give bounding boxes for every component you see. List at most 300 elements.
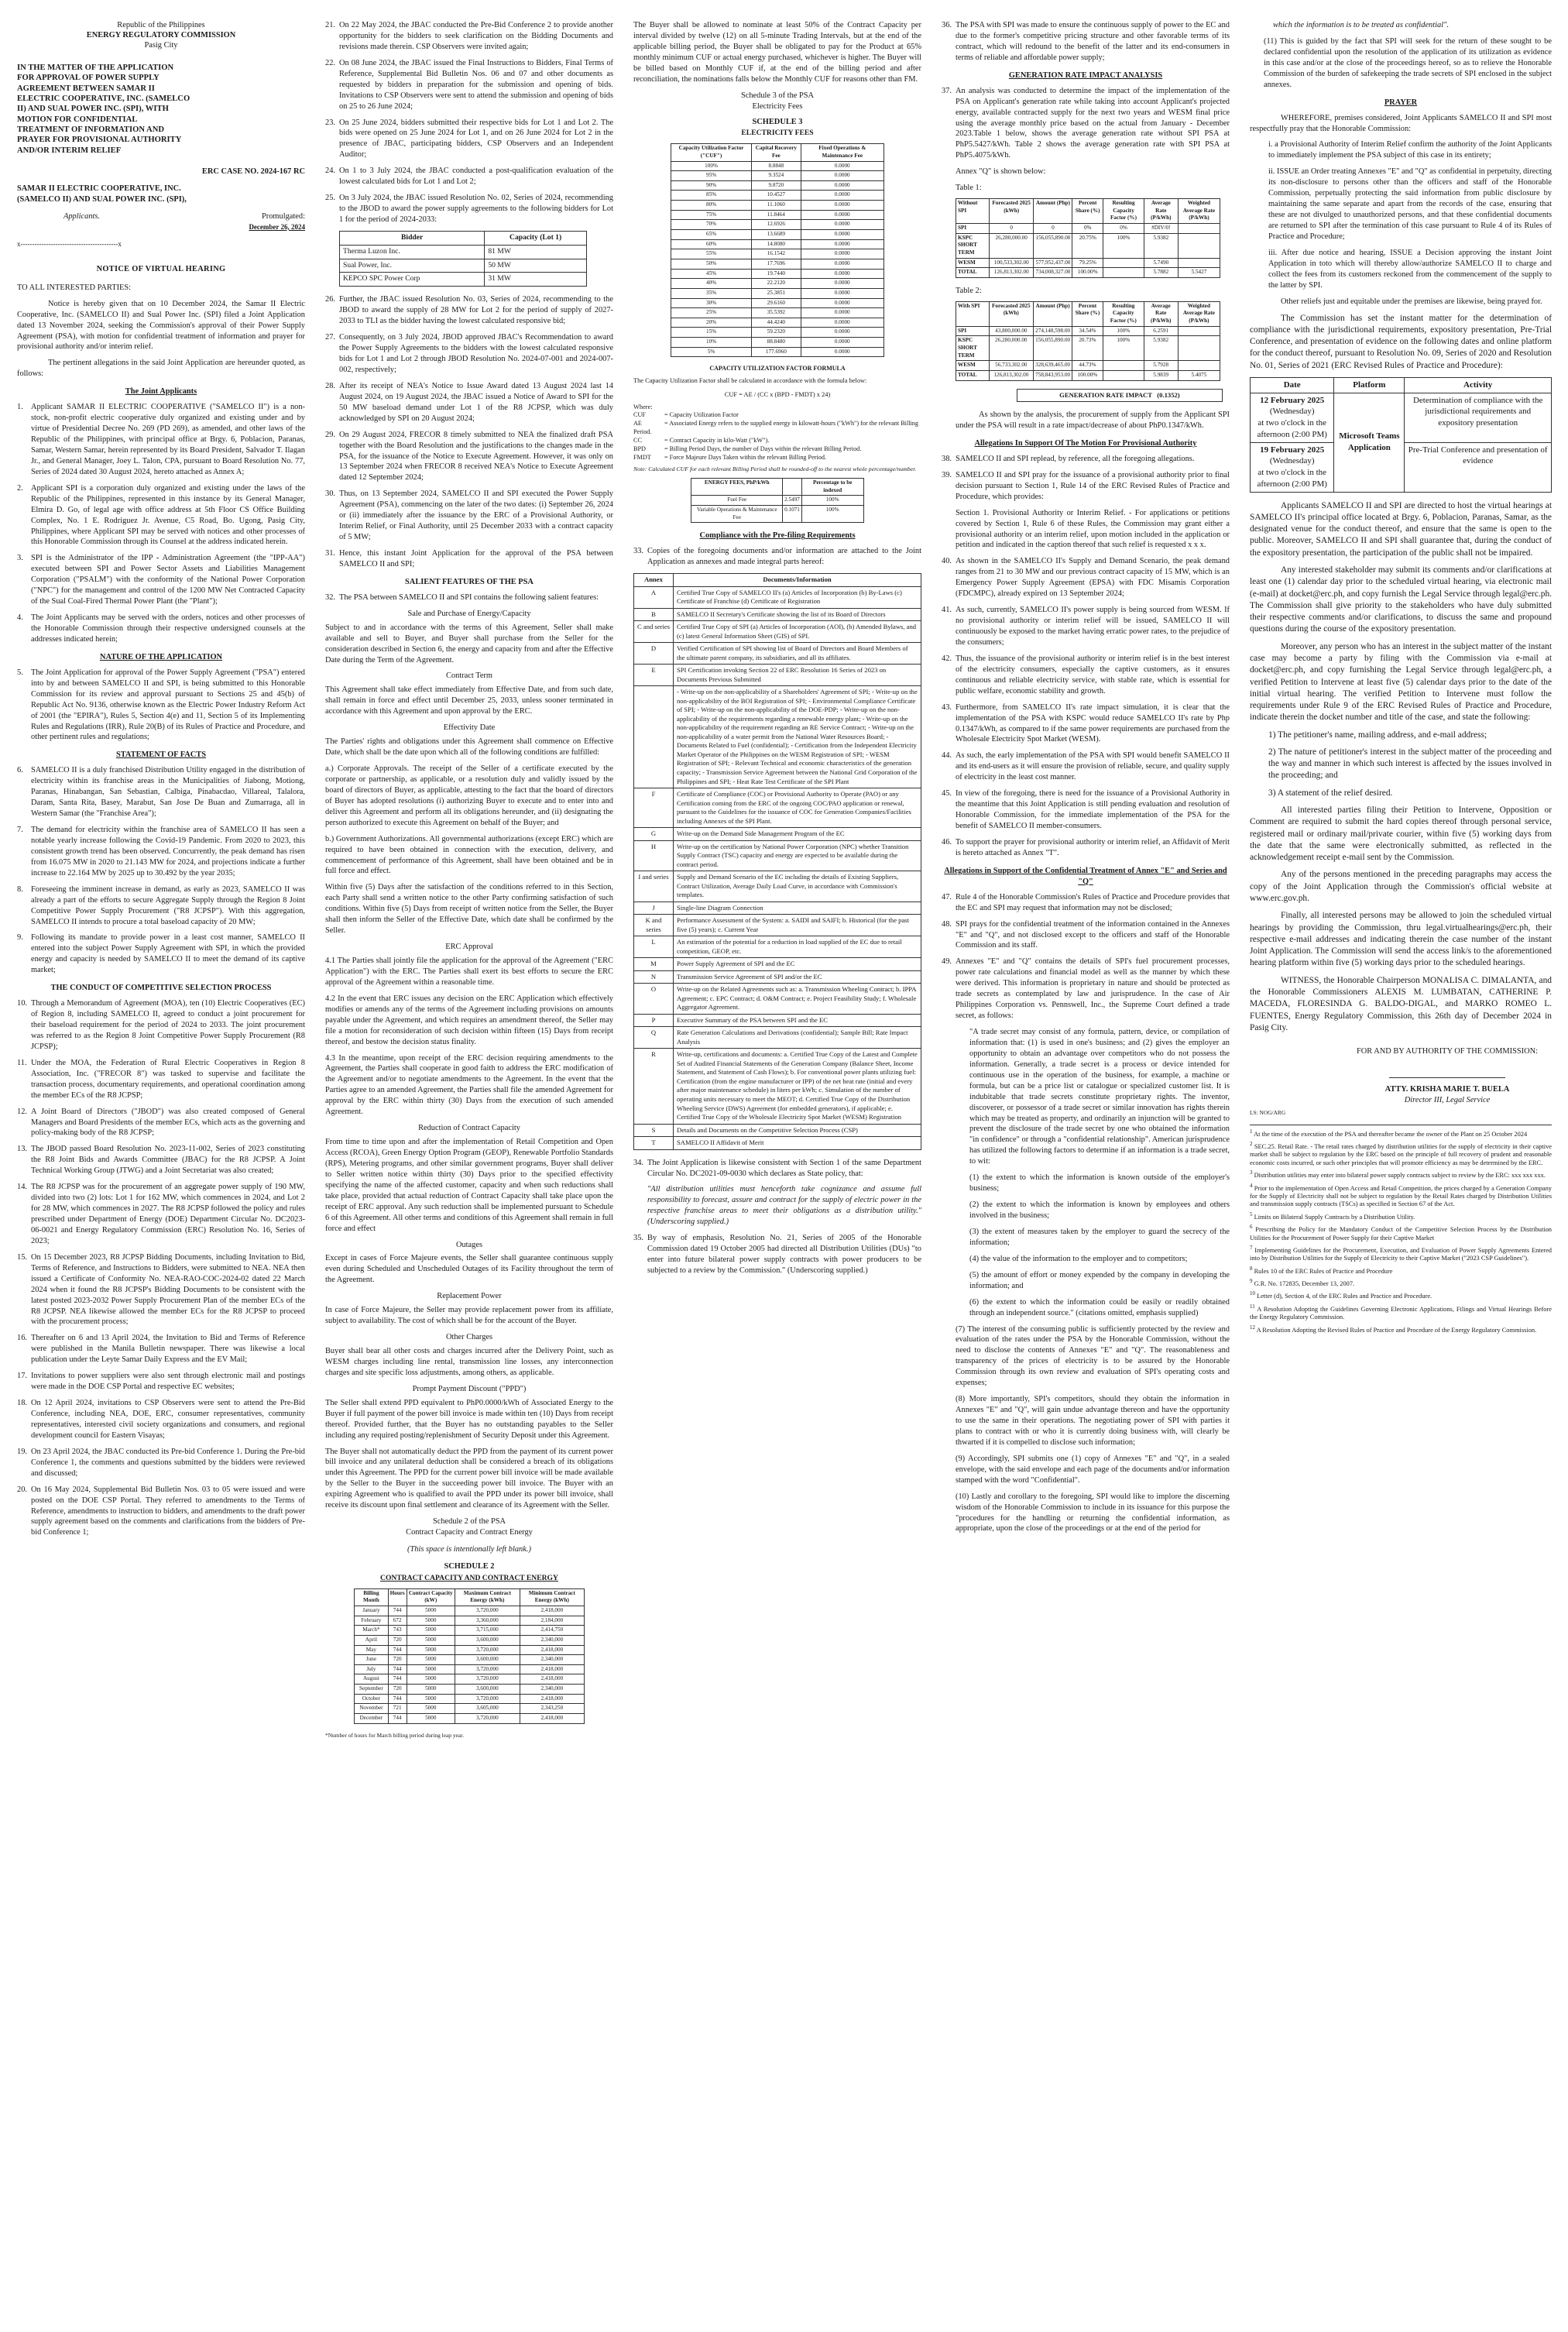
table-cell: 0.0000: [801, 308, 884, 318]
footnote: $^2$ SEC.25. Retail Rate. - The retail rates charged by distribution utilities for the supply of electricity in their captive market shall be subject to regulation by the ERC based on the principle of full recovery of prudent and reasonable economic costs incurred, or such other principles that will promote efficiency as may be determined by the ERC.: [1250, 1141, 1552, 1166]
table-row: [634, 608, 921, 621]
erc-approval-2: 4.2 In the event that ERC issues any decision on the ERC Application which effectively modifies or amends any of the terms of the Agreement including provisions on amounts payable under the Agreement, and which requires an amendment thereof, the Seller may file a motion for reconsideration of such decision within fifteen (15) Days from receipt thereof, and bestow the decision status finality.: [325, 994, 613, 1046]
table-row: [634, 686, 921, 788]
table-cell: 20%: [671, 318, 751, 328]
factor-item: (4) the value of the information to the employer and to competitors;: [969, 1254, 1188, 1263]
table-cell: 2,418,000: [520, 1664, 584, 1674]
table-cell: 156,055,890.00: [1034, 233, 1072, 258]
cuf-title: CAPACITY UTILIZATION FACTOR FORMULA: [709, 365, 846, 373]
table-cell: 80%: [671, 201, 751, 211]
table-cell: 44.73%: [1072, 361, 1103, 371]
item-9: (9) Accordingly, SPI submits one (1) copy of Annexes "E" and "Q", in a sealed envelope, with the said envelope and each page of the documents and/or information stamped with the word "Confidential".: [956, 1454, 1230, 1485]
heading-reduction: Reduction of Contract Capacity: [418, 1124, 520, 1133]
table-cell: 5000: [407, 1606, 455, 1616]
table-cell: 0.0000: [801, 259, 884, 269]
annex-letter: C and series: [634, 621, 674, 643]
case-caption: IN THE MATTER OF THE APPLICATION FOR APPROVAL OF POWER SUPPLY AGREEMENT BETWEEN SAMAR II ELECTRIC COOPERATIVE, INC. (SAMELCO II) AND SUAL POWER INC. (SPI), WITH MOTION FOR CONFIDENTIAL TREATMENT OF INFORMATION AND PRAYER FOR PROVISIONAL AUTHORITY AND/OR INTERIM RELIEF: [17, 64, 190, 155]
signature-block: [1250, 1046, 1552, 1106]
schedule-3-subheading: Electricity Fees: [752, 101, 803, 111]
table-row: [355, 1664, 585, 1674]
table-row: [956, 233, 1220, 258]
annex-description: Performance Assessment of the System: a. SAIDI and SAIFI; b. Historical (for the past five (5) years); c. Current Year: [674, 915, 921, 936]
table-cell: 20.75%: [1072, 233, 1103, 258]
table-cell: 0.0000: [801, 191, 884, 201]
signatory-name: ATTY. KRISHA MARIE T. BUELA: [1384, 1084, 1510, 1094]
platform-cell: Microsoft Teams Application: [1334, 393, 1405, 492]
table-cell: WESM: [956, 258, 990, 268]
table-cell: 5.9839: [1144, 370, 1178, 380]
table-cell: May: [355, 1645, 388, 1655]
agency-name: ENERGY REGULATORY COMMISSION: [86, 31, 236, 39]
schedule-3-title: SCHEDULE 3: [752, 117, 803, 126]
table-row: Therma Luzon Inc. 81 MW: [340, 245, 587, 259]
table-cell: 0.0000: [801, 288, 884, 298]
applicants-label: Applicants.: [63, 211, 101, 221]
table-cell: 5000: [407, 1645, 455, 1655]
para-49-quote: "A trade secret may consist of any formula, pattern, device, or compilation of information that: (1) is used in one's business; and (2) gives the employer an opportunity to obtain an advantage over competitors who do not possess the information. Generally, a trade secret is a process or device intended for continuous use in the operation of the business, for example, a machine or formula, but can be a price list or catalogue or specialized customer list. It is indubitable that trade secrets constitute proprietary rights. The inventor, discoverer, or possessor of a trade secret or similar innovation has rights therein which may be treated as property, and ordinarily an injunction will be granted to prevent the disclosure of the trade secret by one who obtained the information "in confidence" or through a "confidential relationship". American jurisprudence has utilized the following factors to determine if an information is a trade secret, to wit:: [969, 1028, 1230, 1166]
table-cell: 3,720,000: [455, 1645, 520, 1655]
annex-description: Supply and Demand Scenario of the EC including the details of Existing Suppliers, Contract Utilization, Average Daily Load Curve, in accordance with Commission's templates.: [674, 871, 921, 902]
para-4: 4. The Joint Applicants may be served with the orders, notices and other processes of the Honorable Commission through their respective undersigned counsels at the addresses indicated herein;: [17, 613, 305, 644]
table-row: [634, 936, 921, 958]
heading-facts: STATEMENT OF FACTS: [115, 750, 207, 760]
table-cell: 59.2320: [751, 328, 801, 338]
schedule-2-note: *Number of hours for March billing period during leap year.: [325, 1731, 464, 1739]
cuf-formula: CUF = AE / (CC x (BPD - FMDT) x 24): [724, 391, 831, 399]
table-cell: 13.6689: [751, 230, 801, 240]
para-15: 15. On 15 December 2023, R8 JCPSP Bidding Documents, including Invitation to Bid, Terms of Reference, and Instructions to Bidders, were submitted to NEA. NEA then issued a Certificate of Conformity No. NEA-RAO-COC-2024-02 dated 22 March 2024 when it found the R8 JCPSP's Bidding Documents to be consistent with the latest posted 2023-2032 Power Supply Procurement Plan of the member ECs of the R8 JCPSP. NEA likewise allowed the member ECs for the R8 JCPSP to proceed with the procurement process;: [17, 1252, 305, 1327]
para-42: 42. Thus, the issuance of the provisional authority or interim relief is in the best interest of the electricity consumers, especially the captive customers, as it ensures continuous and reliable electricity service, with stable rate, which is essential for public welfare, economic stability and growth.: [942, 654, 1230, 695]
table-cell: 5.7490: [1144, 258, 1178, 268]
annex-letter: G: [634, 828, 674, 841]
table-cell: 5000: [407, 1685, 455, 1695]
promulgated-label: Promulgated:: [262, 211, 305, 221]
table-cell: 2,414,750: [520, 1626, 584, 1636]
table-cell: 126,813,302.00: [989, 370, 1034, 380]
table-row: [355, 1694, 585, 1704]
heading-nature: NATURE OF THE APPLICATION: [99, 652, 223, 661]
case-number: ERC CASE NO. 2024-167 RC: [201, 167, 305, 177]
table-row: [956, 268, 1220, 278]
table-cell: 0.0000: [801, 220, 884, 230]
annex-description: An estimation of the potential for a reduction in load supplied of the EC due to retail competition, GEOP, etc.: [674, 936, 921, 958]
initials: LS: NOG/ARG: [1250, 1108, 1286, 1116]
column-header: Fixed Operations & Maintenance Fee: [801, 144, 884, 161]
table-cell: 60%: [671, 239, 751, 249]
table-cell: November: [355, 1704, 388, 1714]
table-cell: 274,148,598.00: [1034, 326, 1072, 336]
para-22: 22. On 08 June 2024, the JBAC issued the Final Instructions to Bidders, Final Terms of Reference, Supplemental Bid Bulletin Nos. 06 and 07 and other documents as requested by bidders in preparation for the submission and opening of bids. Invitations to CSP Observers were sent to attend the submission and opening of bids on 25 to 26 June 2024;: [325, 58, 613, 111]
heading-erc-approval: ERC Approval: [445, 943, 493, 952]
prayer-item-1: i. a Provisional Authority of Interim Relief confirm the authority of the Joint Applicants to immediately implement the PSA subject of this case in its entirety;: [1268, 140, 1552, 160]
column-1: [17, 20, 305, 2317]
reduction-text: From time to time upon and after the implementation of Retail Competition and Open Access (RCOA), Green Energy Option Program (GEOP), Renewable Portfolio Standards (RPS), Metering programs, and other similar government programs, Buyer shall deliver to Seller written notice within thirty (30) Days prior to the specified effectivity specifying the name of the affected customer, capacity and when such reductions shall take place, provided that actual reduction of Contract Capacity shall take place upon the receipt of ERC approval. Any such reduction shall be implemented pursuant to Schedule 6 of this Agreement. All other terms and conditions of this Agreement shall remain in full force and effect: [325, 1138, 613, 1233]
table-row: [671, 318, 884, 328]
table-row: [671, 338, 884, 348]
table-row: [634, 970, 921, 984]
table-cell: 5.4075: [1178, 370, 1220, 380]
table-cell: 744: [388, 1645, 407, 1655]
table-cell: 5000: [407, 1664, 455, 1674]
table-cell: 10.4527: [751, 191, 801, 201]
table-cell: [1103, 268, 1144, 278]
table-cell: 720: [388, 1655, 407, 1665]
para-7: 7. The demand for electricity within the franchise area of SAMELCO II has seen a notable yearly increase following the Covid-19 Pandemic. From 2020 to 2023, this consistent growth trend has been observed. Concurrently, the peak demand has risen from 16.075 MW in 2020 to 21.143 MW for 2024, and projections indicate a further increase to 22.164 MW by 2025 up to 30.492 by the year 2035;: [17, 826, 305, 878]
annex-description: Executive Summary of the PSA between SPI and the EC: [674, 1014, 921, 1027]
column-3: [633, 20, 921, 2317]
other-reliefs: Other reliefs just and equitable under the premises are likewise, being prayed for.: [1281, 297, 1542, 306]
para-9: 9. Following its mandate to provide power in a least cost manner, SAMELCO II entered into the subject Power Supply Agreement with SPI, in which the provided energy and capacity is needed by SAMELCO II to meet the demand of its captive market;: [17, 933, 305, 975]
table-cell: 3,720,000: [455, 1714, 520, 1724]
table-cell: 14.8080: [751, 239, 801, 249]
table-cell: 65%: [671, 230, 751, 240]
stakeholder-text: Any interested stakeholder may submit its comments and/or clarifications at least one (1) calendar day prior to the scheduled virtual hearing, via electronic mail (e-mail) at docket@erc.ph, and copy furnish the Legal Service through legal@erc.ph. The Commission shall give priority to the stakeholders who have duly submitted their respective comments and/or clarifications, to discuss the same and propound questions during the course of the expository presentation.: [1250, 565, 1552, 634]
table-row: [671, 249, 884, 259]
table-cell: 10%: [671, 338, 751, 348]
table-cell: 8.8848: [751, 161, 801, 171]
table-row: [634, 788, 921, 828]
capacity-header: Capacity (Lot 1): [485, 231, 587, 245]
item-10: (10) Lastly and corollary to the foregoing, SPI would like to implore the discerning wisdom of the Honorable Commission to include in its issuance for this purpose the "procedures for the handling or returning the confidential information, as appropriate, upon the close of the proceedings or at the end of the period for: [956, 1492, 1230, 1533]
table-row: [671, 191, 884, 201]
table-cell: 5%: [671, 347, 751, 357]
table-cell: 328,639,465.00: [1034, 361, 1072, 371]
para-43: 43. Furthermore, from SAMELCO II's rate impact simulation, it is clear that the implementation of the PSA with KSPC would reduce SAMELCO II's rate by Php 0.1347/kWh, as compared to if the same power requirements are purchased from the Wholesale Electricity Spot Market (WESM).: [942, 702, 1230, 744]
table-cell: 2,418,000: [520, 1674, 584, 1685]
table-cell: 11.8464: [751, 210, 801, 220]
para-30: 30. Thus, on 13 September 2024, SAMELCO II and SPI executed the Power Supply Agreement (PSA), commencing on the later of the two dates: (i) September 26, 2024 or (ii) immediately after the issuance by the ERC of a Provisional Authority, or Interim Relief, or Final Authority, until 25 December 2033 with a contract capacity of 5 MW;: [325, 489, 613, 542]
heading-outages: Outages: [455, 1240, 483, 1249]
annex-letter: M: [634, 958, 674, 971]
annex-letter: O: [634, 984, 674, 1015]
table-row: [956, 326, 1220, 336]
table-row: [671, 171, 884, 181]
table-cell: 0: [989, 224, 1034, 234]
column-header: Capital Recovery Fee: [751, 144, 801, 161]
table-cell: 3,600,000: [455, 1635, 520, 1645]
para-19: 19. On 23 April 2024, the JBAC conducted its Pre-bid Conference 1. During the Pre-bid Conference 1, the comments and questions submitted by the bidders were reviewed and discussed;: [17, 1447, 305, 1478]
definition: BPD = Billing Period Days, the number of Days within the relevant Billing Period.: [633, 445, 862, 452]
table-cell: 3,600,000: [455, 1685, 520, 1695]
requirement-2: 2) The nature of petitioner's interest in the subject matter of the proceeding and the way and manner in which such interest is affected by the issues involved in the proceeding; and: [1268, 747, 1552, 781]
para-17: 17. Invitations to power suppliers were also sent through electronic mail and postings were made in the DOE CSP Portal and respective EC websites;: [17, 1372, 305, 1392]
table-row: Sual Power, Inc. 50 MW: [340, 259, 587, 273]
heading-compliance: Compliance with the Pre-filing Requirements: [699, 531, 856, 541]
requirement-3: 3) A statement of the relief desired.: [1268, 788, 1393, 798]
item-11: (11) This is guided by the fact that SPI will seek for the return of these sought to be declared confidential upon the resolution of the application of its utilization as evidence in this case and/or at the close of the proceedings hereof, so as to relieve the Honorable Commission of the burden of safekeeping the trade secrets of SPI enclosed in the subject annexes.: [1264, 36, 1552, 89]
table-cell: 25.3851: [751, 288, 801, 298]
trade-secret-factors: [969, 1173, 1230, 1318]
annex-description: Certified True Copy of SAMELCO II's (a) Articles of Incorporation (b) By-Laws (c) Certificate of Franchise (d) Certificate of Registration: [674, 586, 921, 608]
annex-description: Power Supply Agreement of SPI and the EC: [674, 958, 921, 971]
table-row: Fuel Fee 2.5497 100%: [691, 496, 863, 506]
table-cell: 3,720,000: [455, 1694, 520, 1704]
table-row: [671, 298, 884, 308]
para-12: 12. A Joint Board of Directors ("JBOD") was also created composed of General Managers and Board Presidents of the member ECs, which acts as the governing and policy-making body of the R8 JCPSP;: [17, 1107, 305, 1138]
bidder-header: Bidder: [340, 231, 485, 245]
column-header: Capacity Utilization Factor ("CUF"): [671, 144, 751, 161]
table-row: [956, 336, 1220, 361]
para-20: 20. On 16 May 2024, Supplemental Bid Bulletin Nos. 03 to 05 were issued and were posted on the DOE CSP Portal. They referred to amendments to the Terms of Reference, amendments to instruction to bidders, and amendments to the draft power supply agreement based on the comments and clarifications from the bidders of Pre-bid Conference 1;: [17, 1485, 305, 1537]
table-cell: 85%: [671, 191, 751, 201]
table-row: [355, 1685, 585, 1695]
table-cell: [1103, 370, 1144, 380]
table-row: [634, 643, 921, 665]
effectivity-c: Within five (5) Days after the satisfaction of the conditions referred to in this Section, each Party shall send a written notice to the other Party confirming satisfaction of such conditions. Within five (5) Days from receipt of written notice from the Seller, the Buyer shall then inform the Seller of the Effective Date, which date shall be confirmed by the Seller.: [325, 883, 613, 936]
table-cell: 720: [388, 1635, 407, 1645]
table-cell: 2,418,000: [520, 1694, 584, 1704]
prayer-item-2: ii. ISSUE an Order treating Annexes "E" and "Q" as confidential in perpetuity, directing its non-disclosure to persons other than the officers and staff of the Honorable Commission, perpetually protecting the said information from public disclosure by maintaining the same separate and apart from the records of the case, ensuring that these are not divulged to unauthorized persons, and that these confidential documents are returned to SPI after the termination of this case pursuant to Rule 4 of its Rules of Practice and Procedure;: [1268, 167, 1552, 241]
term-text: This Agreement shall take effect immediately from Effective Date, and from such date, shall remain in force and effect until December 25, 2033, unless sooner terminated in accordance with this Agreement and upon approval by the ERC.: [325, 685, 613, 716]
table-row: [355, 1704, 585, 1714]
table-cell: 126,813,302.00: [989, 268, 1034, 278]
table-cell: 744: [388, 1674, 407, 1685]
annex-q-line: Annex "Q" is shown below:: [956, 167, 1046, 177]
annex-description: Write-up on the Demand Side Management Program of the EC: [674, 828, 921, 841]
para-35: 35. By way of emphasis, Resolution No. 21, Series of 2005 of the Honorable Commission dated 19 October 2005 had directed all Distribution Utilities (DUs) "to enter into future bilateral power supply contracts with power producers to be subjected to a review by the Commission." (Underscoring supplied.): [633, 1234, 921, 1275]
table-cell: 2,418,000: [520, 1714, 584, 1724]
annex-description: Certificate of Compliance (COC) or Provisional Authority to Operate (PAO) or any Certification coming from the ERC of the ongoing COC/PAO application or renewal, pursuant to the Guidelines for the issuance of COC for Generation Companies/Facilities including Annexes of the SPI Plant.: [674, 788, 921, 828]
table-cell: WESM: [956, 361, 990, 371]
table-cell: 0.0000: [801, 338, 884, 348]
table-cell: 2,340,000: [520, 1655, 584, 1665]
table-cell: 50%: [671, 259, 751, 269]
table-cell: February: [355, 1616, 388, 1626]
schedule-2-title: SCHEDULE 2: [444, 1561, 495, 1571]
para-36: 36. The PSA with SPI was made to ensure the continuous supply of power to the EC and due to the former's competitive pricing structure and other favorable terms of its contract, which will redound to the benefit of the latter and its end-consumers in terms of reliable and affordable power supply;: [942, 21, 1230, 62]
table-cell: 177.6960: [751, 347, 801, 357]
table-cell: 25%: [671, 308, 751, 318]
table-row: [355, 1616, 585, 1626]
table-cell: 5000: [407, 1704, 455, 1714]
table-cell: TOTAL: [956, 268, 990, 278]
table-cell: 40%: [671, 279, 751, 289]
annex-table: Annex Documents/Information A Certified True Copy of SAMELCO II's (a) Articles of Incorporation (b) By-Laws (c) Certificate of Franchise (d) Certificate of Registration B SAMELCO II Secretary's Certificate showing the list of its Board of Directors C and series Certified True Copy of SPI (a) Articles of Incorporation (AOI), (b) Amended Bylaws, and (c) latest General Information Sheet (GIS) of SPI. D Verified Certification of SPI showing list of Board of Directors and Board Members of the ultimate parent company, its subsidiaries, and all its affiliates. E SPI Certification invoking Section 22 of ERC Resolution 16 Series of 2023 on Documents Previous Submitted - Write-up on the non-applicability of a Shareholders' Agreement of SPI; - Write-up on the non-applicability of the BOI Registration of SPI; - Environmental Compliance Certificate of SPI; - Write-up on the non-applicability of the DOE-PDP; - Write-up on the non-applicability of the requirements regarding a renewable energy plant; - Write-up on the non-applicability of the requirement regarding an RE Service Contract; - Write-up on the non-applicability of a water permit from the National Water Resources Board; - Documents Related to Fuel (confidential); - Certification from the Independent Electricity Market Operator of the Philippines on the WESM Registration of SPI; - WESM Registration of SPI; - Relevant Technical and economic characteristics of the generation capacity; - Transmission Service Agreement between the National Grid Corporation of the Philippines and SPI; - Heat Rate Test Certificate of the SPI Plant F Certificate of Compliance (COC) or Provisional Authority to Operate (PAO) or any Certification coming from the ERC of the ongoing COC/PAO application or renewal, pursuant to the Guidelines for the issuance of COC for Generation Companies/Facilities including Annexes of the SPI Plant. G Write-up on the Demand Side Management Program of the EC H Write-up on the certification by National Power Corporation (NPC) whether Transition Supply Contract (TSC) capacity and energy are expected to be available during the contract period. I and series Supply and Demand Scenario of the EC including the details of Existing Suppliers, Contract Utilization, Average Daily Load Curve, in accordance with Commission's templates. J Single-line Diagram Connection K and series Performance Assessment of the System: a. SAIDI and SAIFI; b. Historical (for the past five (5) years); c. Current Year L An estimation of the potential for a reduction in load supplied of the EC due to retail competition, GEOP, etc. M Power Supply Agreement of SPI and the EC N Transmission Service Agreement of SPI and/or the EC O Write-up on the Related Agreements such as: a. Transmission Wheeling Contract; b. IPPA Agreement; c. EPC Contract; d. O&M Contract; e. Project Feasibility Study; f. Wholesale Aggregator Agreement. P Executive Summary of the PSA between SPI and the EC Q Rate Generation Calculations and Derivations (confidential); Sample Bill; Rate Impact Analysis R Write-up, certifications and documents: a. Certified True Copy of the Latest and Complete Set of Audited Financial Statements of the Generation Company (Balance Sheet, Income Statement, and Statement of Cash Flows); b. For conventional power plants utilizing fuel: Certification (from the engine manufacturer or IPP) of the net heat rate (initial and every after major maintenance schedule) in liters per kWh; c. Simulation of the number of operating units necessary to meet the MEOT; d. Certified True Copy of the Distribution Wheeling Service (DWS) Agreement (for embedded generators), if applicable; e. Certified True Copy of the Wholesale Electricity Spot Market (WESM) Registration S Details and Documents on the Competitive Selection Process (CSP) T SAMELCO II Affidavit of Merit: [633, 573, 921, 1149]
table-cell: 744: [388, 1606, 407, 1616]
table-row: [355, 1606, 585, 1616]
table-cell: 88.8480: [751, 338, 801, 348]
table-cell: 3,720,000: [455, 1674, 520, 1685]
annex-letter: B: [634, 608, 674, 621]
footnote: $^8$ Rules 10 of the ERC Rules of Practice and Procedure: [1250, 1265, 1393, 1275]
item-7: (7) The interest of the consuming public is sufficiently protected by the review and evaluation of the rates under the PSA by the Honorable Commission, without the need to disclose the contents of Annexes "E" and "Q". The reasonableness and transparency of the prices of electricity is to be assured by the Honorable Commission through its own review and evaluation of SPI's operating costs and expenses;: [956, 1324, 1230, 1388]
notice-title: NOTICE OF VIRTUAL HEARING: [96, 264, 226, 273]
venue-text: Applicants SAMELCO II and SPI are directed to host the virtual hearings at SAMELCO II's principal office located at Brgy. 6, Poblacion, Paranas, Samar, as the designated venue for the conduct thereof, and ensure that the same is open to the public. Moreover, SAMELCO II and SPI shall guarantee that, during the conduct of the expository presentation, the participation of the public shall not be impaired.: [1250, 500, 1552, 558]
table-cell: January: [355, 1606, 388, 1616]
table-row: [355, 1655, 585, 1665]
republic-line: Republic of the Philippines: [117, 21, 205, 29]
table-row: [956, 224, 1220, 234]
table-row: Variable Operations & Maintenance Fee 0.1071 100%: [691, 506, 863, 523]
table-cell: 44.4240: [751, 318, 801, 328]
table-cell: 2,343,250: [520, 1704, 584, 1714]
heading-confidential: Allegations in Support of the Confidential Treatment of Annex "E" and Series and "Q": [944, 866, 1227, 886]
table-cell: 70%: [671, 220, 751, 230]
opposition-text: All interested parties filing their Petition to Intervene, Opposition or Comment are required to submit the hard copies thereof through personal service, registered mail or ordinary mail/private courier, within five (5) working days from the date that the same were electronically submitted, as reflected in the acknowledgement receipt e-mail sent by the Commission.: [1250, 805, 1552, 863]
table-row: [634, 828, 921, 841]
table-row: [634, 984, 921, 1015]
prayer-items: [1268, 139, 1552, 290]
footnote: $^4$ Prior to the implementation of Open Access and Retail Competition, the prices charged by a Generation Company for the Supply of Electricity shall not be subject to regulation by the Retail Rates charged by Distribution Utilities and transmission supply contracts (TSCs) as specified in Section 67 of the Act.: [1250, 1182, 1552, 1208]
table-cell: 3,720,000: [455, 1664, 520, 1674]
hearing-schedule-table: Date Platform Activity 12 February 2025 (Wednesday) at two o'clock in the afternoon (2:00 PM) Microsoft Teams Application Determination of compliance with the jurisdictional requirements and expository presentation 19 February 2025 (Wednesday) at two o'clock in the afternoon (2:00 PM) Pre-Trial Conference and presentation of evidence: [1250, 377, 1552, 493]
table-row: [671, 201, 884, 211]
para-29: 29. On 29 August 2024, FRECOR 8 timely submitted to NEA the finalized draft PSA together with the Board Resolution and the justifications to the changes made in the PSA, for the issuance of the Notice to Execute Agreement. However, it was only on 13 September 2024 when FRECOR 8 received NEA's Notice to Execute Agreement dated 12 September 2024;: [325, 430, 613, 483]
annex-description: - Write-up on the non-applicability of a Shareholders' Agreement of SPI; - Write-up on the non-applicability of the BOI Registration of SPI; - Environmental Compliance Certificate of SPI; - Write-up on the non-applicability of the DOE-PDP; - Write-up on the non-applicability of the requirements regarding a renewable energy plant; - Write-up on the non-applicability of the requirement regarding an RE Service Contract; - Write-up on the non-applicability of a water permit from the National Water Resources Board; - Documents Related to Fuel (confidential); - Certification from the Independent Electricity Market Operator of the Philippines on the WESM Registration of SPI; - WESM Registration of SPI; - Relevant Technical and economic characteristics of the generation capacity; - Transmission Service Agreement between the National Grid Corporation of the Philippines and SPI; - Heat Rate Test Certificate of the SPI Plant: [674, 686, 921, 788]
footnote: $^3$ Distribution utilities may enter into bilateral power supply contracts subject to review by the ERC: xxx xxx xxx.: [1250, 1169, 1546, 1180]
table-row: [355, 1635, 585, 1645]
footnote: $^{11}$ A Resolution Adopting the Guidelines Governing Electronic Applications, Filings and Virtual Hearings Before the Energy Regulatory Commission.: [1250, 1303, 1552, 1321]
table-row: [671, 259, 884, 269]
cuf-text: The Capacity Utilization Factor shall be calculated in accordance with the formula below:: [633, 377, 867, 385]
para-25: 25. On 3 July 2024, the JBAC issued Resolution No. 02, Series of 2024, recommending to the JBOD to award the power supply agreements to the following bidders for Lot 1 for the period of 2024-2033:: [325, 194, 613, 224]
annex-letter: P: [634, 1014, 674, 1027]
table-cell: 6.2591: [1144, 326, 1178, 336]
table-row: [634, 586, 921, 608]
definition: CC = Contract Capacity in kilo-Watt ("kW").: [633, 436, 770, 444]
table-cell: [1178, 326, 1220, 336]
table-cell: 758,843,953.00: [1034, 370, 1072, 380]
table-cell: [1178, 233, 1220, 258]
annex-letter: D: [634, 643, 674, 665]
table-row: [634, 665, 921, 686]
table-cell: 55%: [671, 249, 751, 259]
para-1: 1. Applicant SAMAR II ELECTRIC COOPERATIVE ("SAMELCO II") is a non-stock, non-profit electric cooperative duly organized and existing under and by virtue of Presidential Decree No. 269 (PD 269), as amended, and other laws of the Republic of the Philippines, with principal office at Brgy. 6, Poblacion, Paranas, Samar, Western Samar, herein represented by its Board President, Salvador T. Ilagan Jr., and General Manager, Joey L. Talon, CPA, pursuant to Board Resolution No. 77, Series of 2024 dated 30 August 2024, hereto attached as Annex A;: [17, 403, 305, 476]
prayer-item-3: iii. After due notice and hearing, ISSUE a Decision approving the instant Joint Application in toto which will thereby allow/authorize SAMELCO II to charge and collect the fees from its customers reckoned from the commencement of the supply to the latter by SPI.: [1268, 248, 1552, 290]
annex-description: SAMELCO II Affidavit of Merit: [674, 1137, 921, 1150]
table-cell: 17.7696: [751, 259, 801, 269]
definition: AE = Associated Energy refers to the supplied energy in kilowatt-hours ("kWh") for the relevant Billing Period.: [633, 419, 918, 435]
table-cell: 35%: [671, 288, 751, 298]
table-cell: 3,605,000: [455, 1704, 520, 1714]
heading-conduct: THE CONDUCT OF COMPETITIVE SELECTION PROCESS: [50, 984, 272, 993]
table-row: [355, 1674, 585, 1685]
schedule-2-heading: Schedule 2 of the PSA: [432, 1517, 506, 1527]
para-38: 38. SAMELCO II and SPI replead, by reference, all the foregoing allegations.: [942, 454, 1195, 463]
table-cell: 0.0000: [801, 269, 884, 279]
table-row: [956, 258, 1220, 268]
annex-description: Write-up, certifications and documents: a. Certified True Copy of the Latest and Complete Set of Audited Financial Statements of the Generation Company (Balance Sheet, Income Statement, and Statement of Cash Flows); b. For conventional power plants utilizing fuel: Certification (from the engine manufacturer or IPP) of the net heat rate (initial and every after major maintenance schedule) in liters per kWh; c. Simulation of the number of operating units necessary to meet the MEOT; d. Certified True Copy of the Distribution Wheeling Service (DWS) Agreement (for embedded generators), if applicable; e. Certified True Copy of the Wholesale Electricity Spot Market (WESM) Registration: [674, 1049, 921, 1124]
ppd-text-1: The Seller shall extend PPD equivalent to PhP0.0000/kWh of Associated Energy to the Buyer if full payment of the power bill invoice is made within ten (10) Days from receipt thereof. Provided further, that the Buyer has no outstanding payables to the Seller including any required posting/replenishment of Security Deposit under this Agreement.: [325, 1398, 613, 1440]
table-row: 19 February 2025 (Wednesday) at two o'clock in the afternoon (2:00 PM) Pre-Trial Conference and presentation of evidence: [1251, 442, 1552, 492]
table-row: [671, 161, 884, 171]
item-8: (8) More importantly, SPI's competitors, should they obtain the information in Annexes "E" and "Q", will gain undue advantage thereon and have the opportunity to use the same in their operations. The negotiating power of SPI with parties it plans to contract with or who it is currently doing business with, will clearly be thwarted if it is compelled to disclose such information;: [956, 1395, 1230, 1447]
effectivity-b: b.) Government Authorizations. All governmental authorizations (except ERC) which are required to have been obtained in connection with the execution, delivery, and commencement of performance of this Agreement, shall have been obtained and be in full force and effect.: [325, 834, 613, 876]
para-40: 40. As shown in the SAMELCO II's Supply and Demand Scenario, the peak demand ranges from 21 to 30 MW and our previous contract capacity of 15 MW, which is an Emergency Power Supply Agreement (EPSA) with FDC Misamis Corporation (FDCMPC), already expired on 13 September 2024;: [942, 557, 1230, 599]
annex-letter: F: [634, 788, 674, 828]
para-13: 13. The JBOD passed Board Resolution No. 2023-11-002, Series of 2023 constituting the R8 Joint Bids and Awards Committee (JBAC) for the R8 JCPSP. A Joint Technical Working Group (JTWG) and a Joint Secretariat was also created;: [17, 1145, 305, 1176]
signature-mark: [1389, 1057, 1505, 1078]
table-cell: 16.1542: [751, 249, 801, 259]
para-37b: As shown by the analysis, the procurement of supply from the Applicant SPI under the PSA will result in a rate impact/decrease of about PhP0.1347/kWh.: [956, 410, 1230, 431]
annex-letter: A: [634, 586, 674, 608]
table-row: [355, 1626, 585, 1636]
table-row: [671, 347, 884, 357]
table-cell: 5000: [407, 1714, 455, 1724]
table-cell: 0.0000: [801, 298, 884, 308]
heading-joint-applicants: The Joint Applicants: [125, 387, 197, 397]
table-cell: 5000: [407, 1694, 455, 1704]
table-cell: 577,952,437.00: [1034, 258, 1072, 268]
outages-text: Except in cases of Force Majeure events, the Seller shall guarantee continuous supply even during Scheduled and Unscheduled Outages of its Facility throughout the term of the Agreement.: [325, 1254, 613, 1285]
para-39-quote: Section 1. Provisional Authority or Interim Relief. - For applications or petitions covered by Section 1, Rule 6 of these Rules, the Commission may grant either a provisional authority or an interim relief, upon motion included in the application or petition and indicated in the caption thereof that such relief is requested x x x.: [956, 508, 1230, 550]
annex-letter: I and series: [634, 871, 674, 902]
para-49: 49. Annexes "E" and "Q" contains the details of SPI's fuel procurement processes, power rate calculations and financial model as well as the manner by which these were derived. This information is proprietary in nature and should be protected as trade secrets as contemplated by law and jurisprudence. In the case of Air Philippines Corporation vs. Pennswell, Inc., the Supreme Court defined a trade secret, as follows:: [942, 957, 1230, 1021]
table-cell: 743: [388, 1626, 407, 1636]
annex-description: Write-up on the certification by National Power Corporation (NPC) whether Transition Supply Contract (TSC) capacity and energy are expected to be available during the contract period.: [674, 840, 921, 871]
rate-table-2: With SPI Forecasted 2025 (kWh) Amount (Php) Percent Share (%) Resulting Capacity Factor (%) Average Rate (P/kWh) Weighted Average Rate (P/kWh) SPI 43,800,000.00 274,148,598.00 34.54% 100% 6.2591 KSPC SHORT TERM 26,280,000.00 156,055,890.00 20.73% 100% 5.9382 WESM 56,733,302.00 328,639,465.00 44.73% 5.7928 TOTAL 126,813,302.00 758,843,953.00 100.00% 5.9839 5.4075: [956, 301, 1220, 381]
table-cell: 5000: [407, 1674, 455, 1685]
table-cell: 0.0000: [801, 328, 884, 338]
table-cell: #DIV/0!: [1144, 224, 1178, 234]
column-2: [325, 20, 613, 2317]
table-cell: 744: [388, 1694, 407, 1704]
table-row: [671, 220, 884, 230]
table-cell: 5.5427: [1178, 268, 1220, 278]
column-header: Maximum Contract Energy (kWh): [455, 1588, 520, 1606]
footnote: $^{10}$ Letter (d), Section 4, of the ERC Rules and Practice and Procedure.: [1250, 1290, 1432, 1300]
table-cell: 26,280,000.00: [989, 336, 1034, 361]
table-cell: 0.0000: [801, 171, 884, 181]
table-cell: 5.9382: [1144, 336, 1178, 361]
table-cell: KSPC SHORT TERM: [956, 233, 990, 258]
table-row: [956, 361, 1220, 371]
table-row: [671, 279, 884, 289]
table-row: KEPCO SPC Power Corp 31 MW: [340, 273, 587, 287]
letterhead: [17, 20, 305, 50]
table-cell: 0%: [1072, 224, 1103, 234]
table-row: [671, 308, 884, 318]
table-row: [634, 958, 921, 971]
heading-allegations-pa: Allegations In Support Of The Motion For Provisional Authority: [974, 438, 1197, 448]
table-cell: 0.0000: [801, 161, 884, 171]
pertinent-paragraph: The pertinent allegations in the said Joint Application are hereunder quoted, as follows:: [17, 359, 305, 379]
table-cell: 0.0000: [801, 347, 884, 357]
table-cell: 734,008,327.00: [1034, 268, 1072, 278]
table-cell: 5000: [407, 1635, 455, 1645]
para-6: 6. SAMELCO II is a duly franchised Distribution Utility engaged in the distribution of electricity within its franchise areas in the Municipalities of Jiabong, Motiong, Paranas, Hinabangan, San Sebastian, Calbiga, Pinabacdao, Villareal, Talalora, Daram, Santa Rita, Basey, Marabut, San Jose De Buan and Zumarraga, all in Western Samar (the "Franchise Area");: [17, 766, 305, 819]
column-header: Minimum Contract Energy (kWh): [520, 1588, 584, 1606]
para-5: 5. The Joint Application for approval of the Power Supply Agreement ("PSA") entered into by and between SAMELCO II and SPI, is being submitted to this Honorable Commission for its review and approval pursuant to Sections 25 and 45(b) of Republic Act No. 9136, otherwise known as the Electric Power Industry Reform Act of 2001 (the "EPIRA"), Rules 5, Section 4(e) and 11, Section 5 of its Implementing Rules and Regulations (IRR), Rule 20(B) of its Rules of Practice and Procedure, and other pertinent rules and regulations;: [17, 668, 305, 742]
annex-description: Transmission Service Agreement of SPI and/or the EC: [674, 970, 921, 984]
annex-letter: [634, 686, 674, 788]
annex-letter: Q: [634, 1027, 674, 1049]
schedule-2-table-title: CONTRACT CAPACITY AND CONTRACT ENERGY: [380, 1573, 558, 1582]
continued-text: which the information is to be treated as confidential".: [1273, 21, 1450, 29]
annex-description: Verified Certification of SPI showing list of Board of Directors and Board Members of the ultimate parent company, its subsidiaries, and all its affiliates.: [674, 643, 921, 665]
table-cell: 2,340,000: [520, 1635, 584, 1645]
para-34: 34. The Joint Application is likewise consistent with Section 1 of the same Department Circular No. DC2021-09-0030 which declares as State policy, that:: [633, 1158, 921, 1178]
to-all: TO ALL INTERESTED PARTIES:: [17, 283, 132, 292]
table-cell: 744: [388, 1714, 407, 1724]
para-41: 41. As such, currently, SAMELCO II's power supply is being sourced from WESM. If no provisional authority or interim relief will be issued, SAMELCO II will continuously be exposed to the market having erratic power rates, to the prejudice of the consumers;: [942, 606, 1230, 647]
table-row: [671, 180, 884, 191]
annex-description: Write-up on the Related Agreements such as: a. Transmission Wheeling Contract; b. IPPA Agreement; c. EPC Contract; d. O&M Contract; e. Project Feasibility Study; f. Wholesale Aggregator Agreement.: [674, 984, 921, 1015]
annex-letter: E: [634, 665, 674, 686]
schedule-3-heading: Schedule 3 of the PSA: [740, 91, 815, 100]
table-cell: 5.9382: [1144, 233, 1178, 258]
column-4: [942, 20, 1230, 2317]
table-cell: 672: [388, 1616, 407, 1626]
promulgated: [249, 211, 305, 233]
annex-letter: T: [634, 1137, 674, 1150]
definition: FMDT = Force Majeure Days Taken within the relevant Billing Period.: [633, 453, 826, 461]
table-cell: KSPC SHORT TERM: [956, 336, 990, 361]
table-cell: 9.8720: [751, 180, 801, 191]
para-48: 48. SPI prays for the confidential treatment of the information contained in the Annexes "E" and "Q", and not disclosed except to the officers and staff of the Honorable Commission and its staff.: [942, 919, 1230, 950]
table-cell: 5000: [407, 1655, 455, 1665]
para-39: 39. SAMELCO II and SPI pray for the issuance of a provisional authority prior to final decision pursuant to Section 1, Rule 14 of the ERC Revised Rules of Practice and Procedure, which provides:: [942, 470, 1230, 501]
